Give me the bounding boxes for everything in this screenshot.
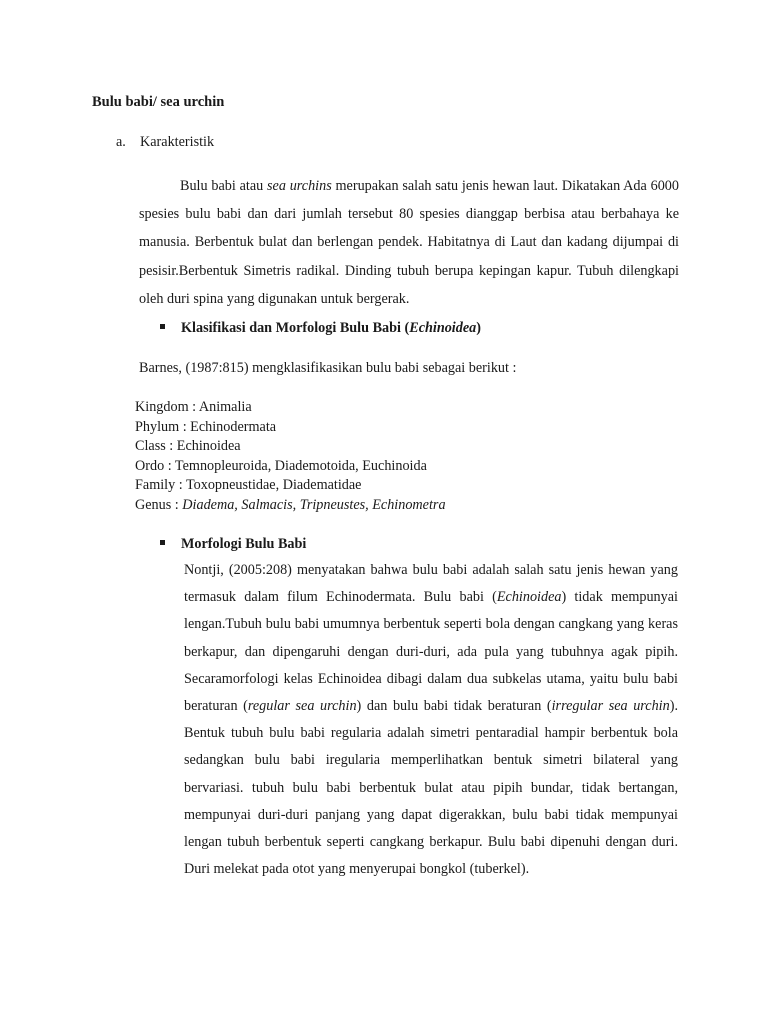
characteristics-paragraph [139, 172, 679, 313]
missing-glyph-bullet-icon [112, 496, 135, 516]
list-item [112, 398, 446, 418]
heading-morfologi [160, 536, 306, 553]
heading-morfologi-text: Morfologi Bulu Babi [181, 536, 307, 552]
missing-glyph-bullet-icon [112, 457, 135, 477]
para1-text-1: Bulu babi atau [180, 178, 267, 194]
missing-glyph-bullet-icon [112, 398, 135, 418]
para2-text-4: ). Bentuk tubuh bulu babi regularia adalah simetri pentaradial hampir berbentuk bola sedangkan bulu babi iregularia memperlihatkan bentuk simetri bilateral yang bervariasi. tubuh bulu babi berbentuk bulat atau pipih bundar, tidak bertangan, mempunyai duri-duri panjang yang dapat digerakkan, bulu babi tidak mempunyai lengan tubuh berbentuk seperti cangkang berkapur. Bulu babi dipenuhi dengan duri. Duri melekat pada otot yang menyerupai bongkol (tuberkel). [184, 698, 678, 878]
section-a-marker: a. [116, 134, 126, 150]
square-bullet-icon [160, 324, 165, 329]
para2-italic-3: irregular sea urchin [551, 698, 670, 715]
para2-text-1: Nontji, (2005:208) menyatakan bahwa bulu babi adalah salah satu jenis hewan yang termasuk dalam filum Echinodermata. Bulu babi ( [184, 562, 678, 606]
list-item [112, 476, 446, 496]
para2-italic-2: regular sea urchin [247, 698, 357, 715]
para2-text-2: ) tidak mempunyai lengan.Tubuh bulu babi umumnya berbentuk seperti bola dengan cangkang yang keras berkapur, dan dipengaruhi dengan duri-duri, ada pula yang tubuhnya agak pipih. Secaramorfologi kelas Echinoidea dibagi dalam dua subkelas utama, yaitu bulu babi beraturan ( [184, 589, 678, 715]
list-item-italic: Diadema, Salmacis, Tripneustes, Echinometra [182, 496, 446, 513]
para1-text-2: merupakan salah satu jenis hewan laut. Dikatakan Ada 6000 spesies bulu babi dan dari jumlah tersebut 80 spesies dianggap berbisa atau berbahaya ke manusia. Berbentuk bulat dan berlengan pendek. Habitatnya di Laut dan kadang dijumpai di pesisir.Berbentuk Simetris radikal. Dinding tubuh berupa kepingan kapur. Tubuh dilengkapi oleh duri spina yang digunakan untuk bergerak. [139, 178, 679, 307]
document-title: Bulu babi/ sea urchin [92, 94, 225, 110]
heading-klasifikasi [160, 320, 481, 337]
section-a-heading [116, 134, 214, 151]
list-item [112, 418, 446, 438]
list-item-label: Kingdom : Animalia [135, 399, 252, 415]
square-bullet-icon [160, 540, 165, 545]
classification-intro: Barnes, (1987:815) mengklasifikasikan bulu babi sebagai berikut : [139, 360, 517, 376]
para2-italic-1: Echinoidea [496, 589, 562, 606]
section-a-label: Karakteristik [140, 134, 215, 150]
classification-list [112, 398, 446, 516]
list-item-label: Phylum : Echinodermata [135, 418, 277, 435]
list-item [112, 496, 446, 516]
list-item [112, 457, 446, 477]
missing-glyph-bullet-icon [112, 418, 135, 438]
list-item-label: Ordo : Temnopleuroida, Diademotoida, Euchinoida [135, 457, 427, 474]
heading-klasifikasi-text: Klasifikasi dan Morfologi Bulu Babi ( [181, 320, 410, 336]
list-item-label: Family : Toxopneustidae, Diadematidae [135, 477, 362, 494]
heading-klasifikasi-italic: Echinoidea [409, 320, 477, 336]
missing-glyph-bullet-icon [112, 437, 135, 457]
missing-glyph-bullet-icon [112, 476, 135, 496]
list-item-label: Genus : [135, 496, 183, 513]
para1-italic-1: sea urchins [267, 178, 332, 194]
list-item-label: Class : Echinoidea [135, 438, 241, 455]
list-item [112, 437, 446, 457]
morphology-paragraph [184, 557, 678, 883]
heading-klasifikasi-close: ) [476, 320, 481, 336]
para2-text-3: ) dan bulu babi tidak beraturan ( [356, 698, 552, 715]
